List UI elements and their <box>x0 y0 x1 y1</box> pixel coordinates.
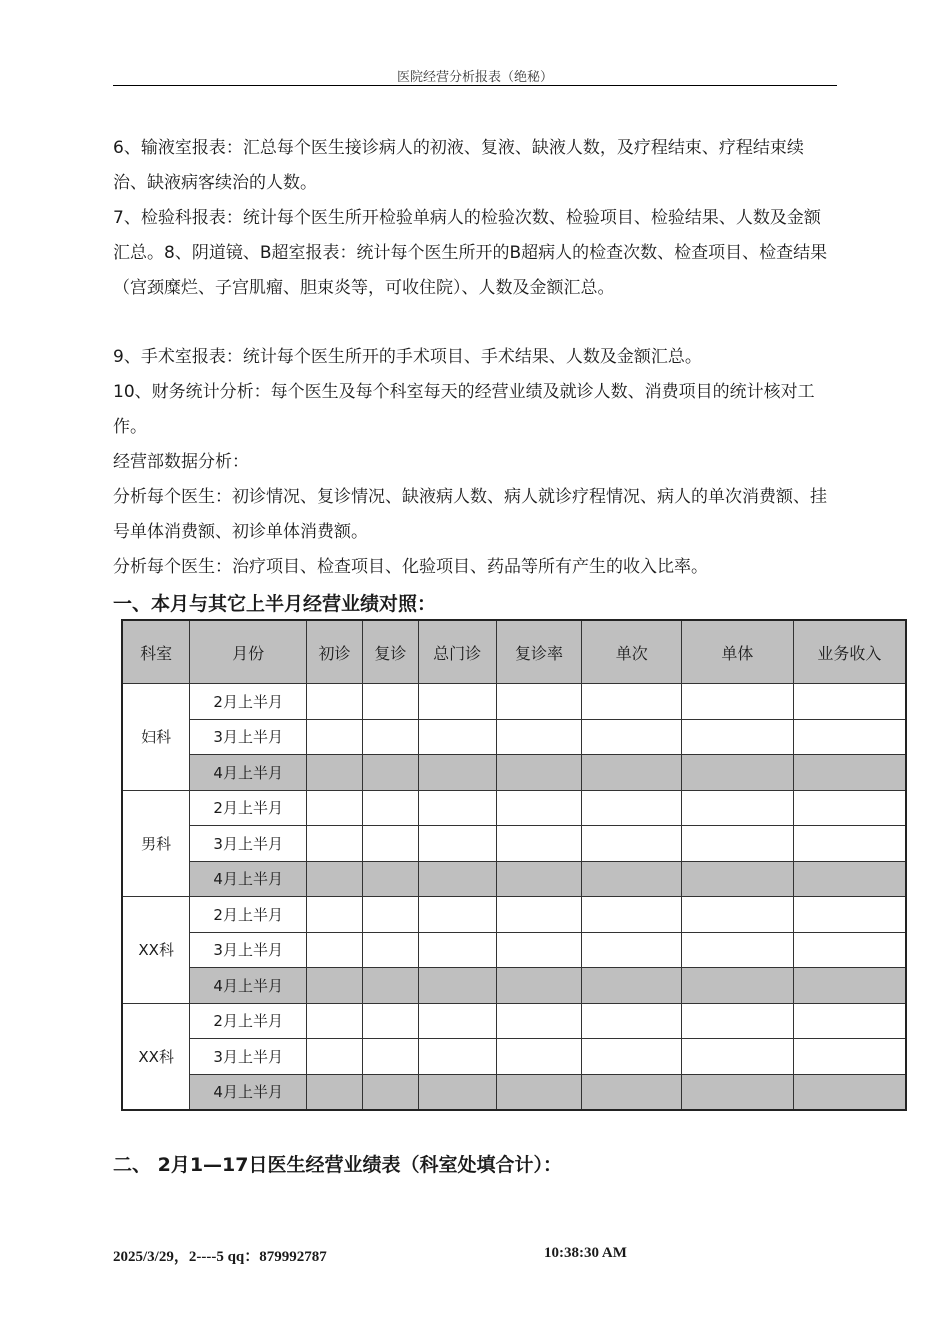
data-cell[interactable] <box>307 826 363 862</box>
table-header-row <box>122 620 906 684</box>
data-cell[interactable] <box>496 968 582 1004</box>
table-row <box>122 1039 906 1075</box>
data-cell[interactable] <box>682 719 794 755</box>
paragraph-doctor-analysis-1: 分析每个医生：初诊情况、复诊情况、缺液病人数、病人就诊疗程情况、病人的单次消费额、挂号单体消费额、初诊单体消费额。 <box>113 487 827 542</box>
data-cell[interactable] <box>793 719 906 755</box>
table-row-shaded <box>122 1074 906 1110</box>
data-cell[interactable] <box>793 684 906 720</box>
dept-cell: 妇科 <box>122 684 190 791</box>
data-cell[interactable] <box>682 1074 794 1110</box>
table-row <box>122 790 906 826</box>
data-cell[interactable] <box>362 719 418 755</box>
data-cell[interactable] <box>496 1003 582 1039</box>
data-cell[interactable] <box>582 968 682 1004</box>
page-header: 医院经营分析报表（绝秘） <box>396 70 553 85</box>
data-cell[interactable] <box>496 1074 582 1110</box>
data-cell[interactable] <box>362 755 418 791</box>
data-cell[interactable] <box>362 826 418 862</box>
header-rule <box>113 85 837 86</box>
data-cell[interactable] <box>496 684 582 720</box>
data-cell[interactable] <box>418 790 496 826</box>
data-cell[interactable] <box>582 684 682 720</box>
data-cell[interactable] <box>362 1003 418 1039</box>
month-cell: 3月上半月 <box>190 932 307 968</box>
data-cell[interactable] <box>418 755 496 791</box>
data-cell[interactable] <box>418 1074 496 1110</box>
data-cell[interactable] <box>582 1039 682 1075</box>
table-row-shaded <box>122 861 906 897</box>
data-cell[interactable] <box>418 719 496 755</box>
dept-cell: XX科 <box>122 1003 190 1110</box>
data-cell[interactable] <box>793 755 906 791</box>
month-cell: 4月上半月 <box>190 968 307 1004</box>
month-cell: 2月上半月 <box>190 684 307 720</box>
data-cell[interactable] <box>307 932 363 968</box>
month-cell: 4月上半月 <box>190 861 307 897</box>
data-cell[interactable] <box>793 1003 906 1039</box>
month-cell: 3月上半月 <box>190 1039 307 1075</box>
dept-cell: XX科 <box>122 897 190 1004</box>
data-cell[interactable] <box>362 861 418 897</box>
column-header: 月份 <box>190 620 307 684</box>
data-cell[interactable] <box>362 932 418 968</box>
data-cell[interactable] <box>496 719 582 755</box>
data-cell[interactable] <box>307 968 363 1004</box>
data-cell[interactable] <box>793 1039 906 1075</box>
data-cell[interactable] <box>307 1074 363 1110</box>
data-cell[interactable] <box>418 1039 496 1075</box>
month-cell: 3月上半月 <box>190 719 307 755</box>
dept-cell: 男科 <box>122 790 190 897</box>
section-title-1: 一、本月与其它上半月经营业绩对照： <box>113 593 437 615</box>
data-cell[interactable] <box>307 1003 363 1039</box>
data-cell[interactable] <box>496 932 582 968</box>
data-cell[interactable] <box>362 684 418 720</box>
paragraph-doctor-analysis-2: 分析每个医生：治疗项目、检查项目、化验项目、药品等所有产生的收入比率。 <box>113 557 708 577</box>
data-cell[interactable] <box>496 861 582 897</box>
data-cell[interactable] <box>496 826 582 862</box>
data-cell[interactable] <box>793 790 906 826</box>
data-cell[interactable] <box>307 719 363 755</box>
table-row <box>122 826 906 862</box>
month-cell: 2月上半月 <box>190 1003 307 1039</box>
data-cell[interactable] <box>793 932 906 968</box>
paragraph-surgery-report: 9、手术室报表：统计每个医生所开的手术项目、手术结果、人数及金额汇总。 <box>113 347 702 367</box>
table-row <box>122 897 906 933</box>
paragraph-infusion-report: 6、输液室报表：汇总每个医生接诊病人的初液、复液、缺液人数，及疗程结束、疗程结束续治、缺液病客续治的人数。 <box>113 138 804 193</box>
data-cell[interactable] <box>682 1039 794 1075</box>
table-row-shaded <box>122 755 906 791</box>
data-cell[interactable] <box>682 826 794 862</box>
month-cell: 4月上半月 <box>190 1074 307 1110</box>
data-cell[interactable] <box>582 897 682 933</box>
data-cell[interactable] <box>682 790 794 826</box>
data-cell[interactable] <box>362 790 418 826</box>
data-cell[interactable] <box>307 790 363 826</box>
data-cell[interactable] <box>582 861 682 897</box>
column-header: 单次 <box>582 620 682 684</box>
data-cell[interactable] <box>418 861 496 897</box>
month-cell: 3月上半月 <box>190 826 307 862</box>
table-row <box>122 932 906 968</box>
data-cell[interactable] <box>582 719 682 755</box>
performance-table <box>121 619 907 1111</box>
section-title-2: 二、 2月1—17日医生经营业绩表（科室处填合计）： <box>113 1154 562 1176</box>
column-header: 初诊 <box>307 620 363 684</box>
data-cell[interactable] <box>793 897 906 933</box>
footer-date-contact: 2025/3/29，2----5 qq：879992787 <box>113 1249 327 1265</box>
data-cell[interactable] <box>496 897 582 933</box>
data-cell[interactable] <box>793 861 906 897</box>
column-header: 业务收入 <box>793 620 906 684</box>
month-cell: 2月上半月 <box>190 790 307 826</box>
data-cell[interactable] <box>496 790 582 826</box>
data-cell[interactable] <box>682 861 794 897</box>
data-cell[interactable] <box>682 1003 794 1039</box>
data-cell[interactable] <box>682 755 794 791</box>
column-header: 复诊 <box>362 620 418 684</box>
table-row <box>122 684 906 720</box>
data-cell[interactable] <box>418 826 496 862</box>
data-cell[interactable] <box>793 1074 906 1110</box>
data-cell[interactable] <box>362 897 418 933</box>
data-cell[interactable] <box>582 826 682 862</box>
column-header: 科室 <box>122 620 190 684</box>
data-cell[interactable] <box>362 968 418 1004</box>
month-cell: 2月上半月 <box>190 897 307 933</box>
column-header: 总门诊 <box>418 620 496 684</box>
data-cell[interactable] <box>307 684 363 720</box>
data-cell[interactable] <box>582 1074 682 1110</box>
column-header: 单体 <box>682 620 794 684</box>
data-cell[interactable] <box>793 968 906 1004</box>
data-cell[interactable] <box>682 684 794 720</box>
data-cell[interactable] <box>362 1074 418 1110</box>
data-cell[interactable] <box>793 826 906 862</box>
paragraph-ops-heading: 经营部数据分析： <box>113 452 249 472</box>
data-cell[interactable] <box>582 790 682 826</box>
month-cell: 4月上半月 <box>190 755 307 791</box>
data-cell[interactable] <box>682 932 794 968</box>
data-cell[interactable] <box>682 968 794 1004</box>
data-cell[interactable] <box>307 1039 363 1075</box>
table-row <box>122 1003 906 1039</box>
table-row <box>122 719 906 755</box>
data-cell[interactable] <box>582 1003 682 1039</box>
paragraph-finance-analysis: 10、财务统计分析：每个医生及每个科室每天的经营业绩及就诊人数、消费项目的统计核对工作。 <box>113 382 815 437</box>
footer-time: 10:38:30 AM <box>544 1245 627 1261</box>
data-cell[interactable] <box>418 932 496 968</box>
column-header: 复诊率 <box>496 620 582 684</box>
data-cell[interactable] <box>307 897 363 933</box>
data-cell[interactable] <box>496 1039 582 1075</box>
data-cell[interactable] <box>418 1003 496 1039</box>
data-cell[interactable] <box>682 897 794 933</box>
data-cell[interactable] <box>418 968 496 1004</box>
data-cell[interactable] <box>418 684 496 720</box>
data-cell[interactable] <box>418 897 496 933</box>
data-cell[interactable] <box>582 932 682 968</box>
data-cell[interactable] <box>362 1039 418 1075</box>
data-cell[interactable] <box>307 755 363 791</box>
data-cell[interactable] <box>496 755 582 791</box>
table-row-shaded <box>122 968 906 1004</box>
data-cell[interactable] <box>582 755 682 791</box>
data-cell[interactable] <box>307 861 363 897</box>
paragraph-lab-report: 7、检验科报表：统计每个医生所开检验单病人的检验次数、检验项目、检验结果、人数及金额汇总。8、阴道镜、B超室报表：统计每个医生所开的B超病人的检查次数、检查项目、检查结果（宫颈糜烂、子宫肌瘤、胆束炎等，可收住院）、人数及金额汇总。 <box>113 208 828 298</box>
